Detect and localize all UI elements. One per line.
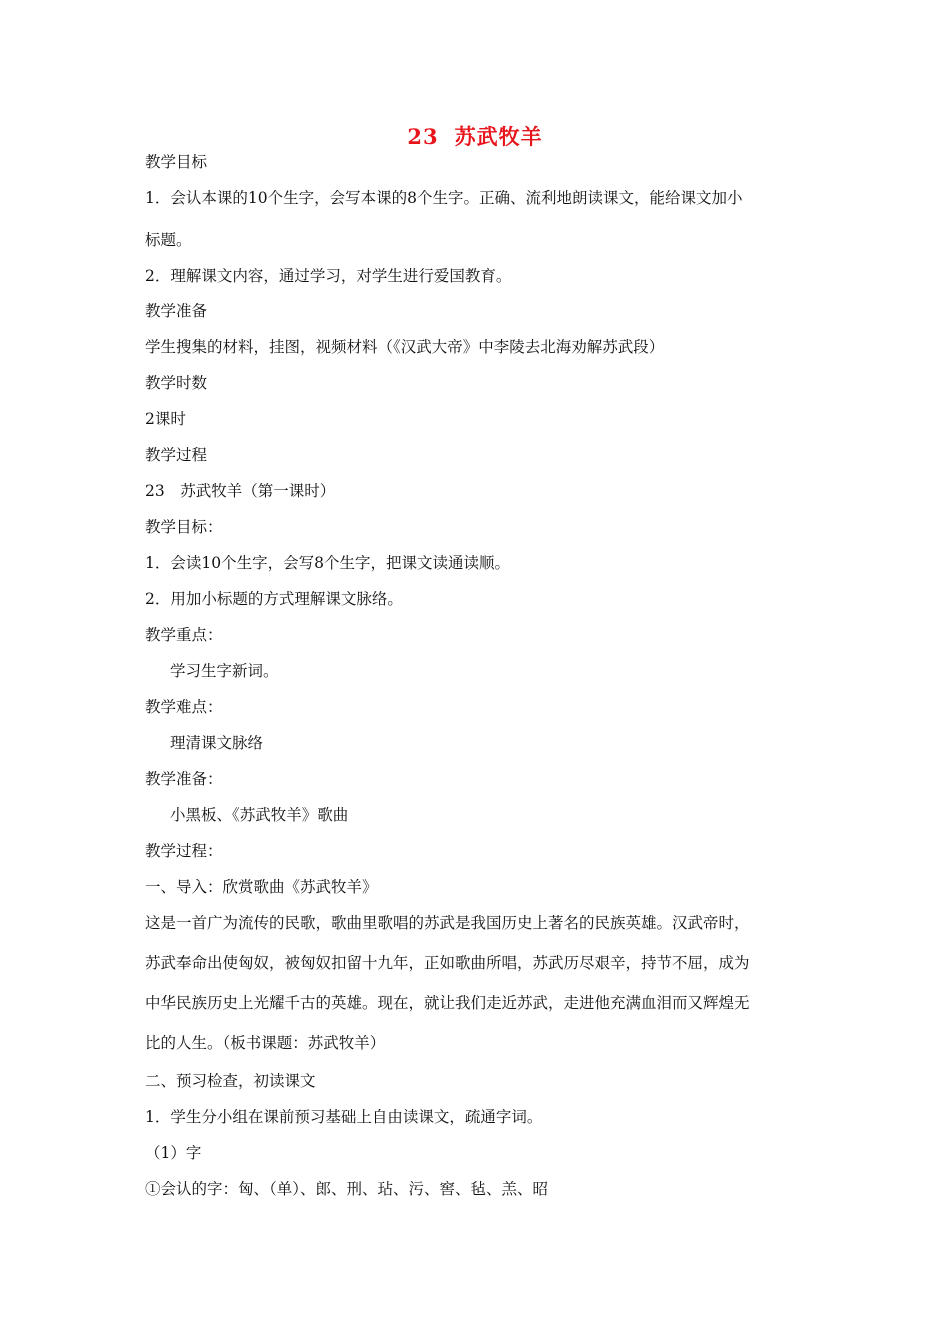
- intro-paragraph-line-4: 比的人生。（板书课题：苏武牧羊）: [145, 1034, 386, 1052]
- subsection-characters: （1）字: [145, 1144, 202, 1162]
- heading-key-points: 教学重点：: [145, 626, 223, 644]
- hours-text: 2课时: [145, 410, 186, 428]
- session-goal-2: 2．用加小标题的方式理解课文脉络。: [145, 590, 403, 608]
- heading-session-goals: 教学目标：: [145, 518, 223, 536]
- heading-session-process: 教学过程：: [145, 842, 223, 860]
- heading-session-prep: 教学准备：: [145, 770, 223, 788]
- lesson-title: 苏武牧羊: [454, 124, 543, 149]
- intro-paragraph-line-3: 中华民族历史上光耀千古的英雄。现在，就让我们走近苏武，走进他充满血泪而又辉煌无: [145, 994, 750, 1012]
- heading-teaching-hours: 教学时数: [145, 374, 208, 392]
- intro-paragraph-line-1: 这是一首广为流传的民歌，歌曲里歌唱的苏武是我国历史上著名的民族英雄。汉武帝时，: [145, 914, 750, 932]
- recognize-characters-list: ①会认的字：匈、（单）、郎、刑、玷、污、窖、毡、羔、昭: [145, 1180, 549, 1198]
- heading-teaching-process: 教学过程: [145, 446, 208, 464]
- key-points-text: 学习生字新词。: [170, 662, 279, 680]
- heading-teaching-goals: 教学目标: [145, 153, 208, 171]
- goal-item-2: 2．理解课文内容，通过学习，对学生进行爱国教育。: [145, 267, 512, 285]
- goal-item-1: 1．会认本课的10个生字，会写本课的8个生字。正确、流利地朗读课文，能给课文加小: [145, 189, 743, 207]
- session-goal-1: 1．会读10个生字，会写8个生字，把课文读通读顺。: [145, 554, 510, 572]
- lesson-number: 23: [407, 124, 439, 149]
- section-2-heading: 二、预习检查，初读课文: [145, 1072, 316, 1090]
- section-2-item-1: 1．学生分小组在课前预习基础上自由读课文，疏通字词。: [145, 1108, 543, 1126]
- heading-difficulties: 教学难点：: [145, 698, 223, 716]
- document-title: [0, 122, 950, 152]
- prep-text: 学生搜集的材料，挂图，视频材料（《汉武大帝》中李陵去北海劝解苏武段）: [145, 338, 665, 356]
- goal-item-1-cont: 标题。: [145, 231, 192, 249]
- session-prep-text: 小黑板、《苏武牧羊》歌曲: [170, 806, 349, 824]
- section-1-heading: 一、导入：欣赏歌曲《苏武牧羊》: [145, 878, 378, 896]
- intro-paragraph-line-2: 苏武奉命出使匈奴，被匈奴扣留十九年，正如歌曲所唱，苏武历尽艰辛，持节不屈，成为: [145, 954, 750, 972]
- heading-teaching-prep: 教学准备: [145, 302, 208, 320]
- difficulties-text: 理清课文脉络: [170, 734, 264, 752]
- session-title: 23 苏武牧羊（第一课时）: [145, 482, 336, 500]
